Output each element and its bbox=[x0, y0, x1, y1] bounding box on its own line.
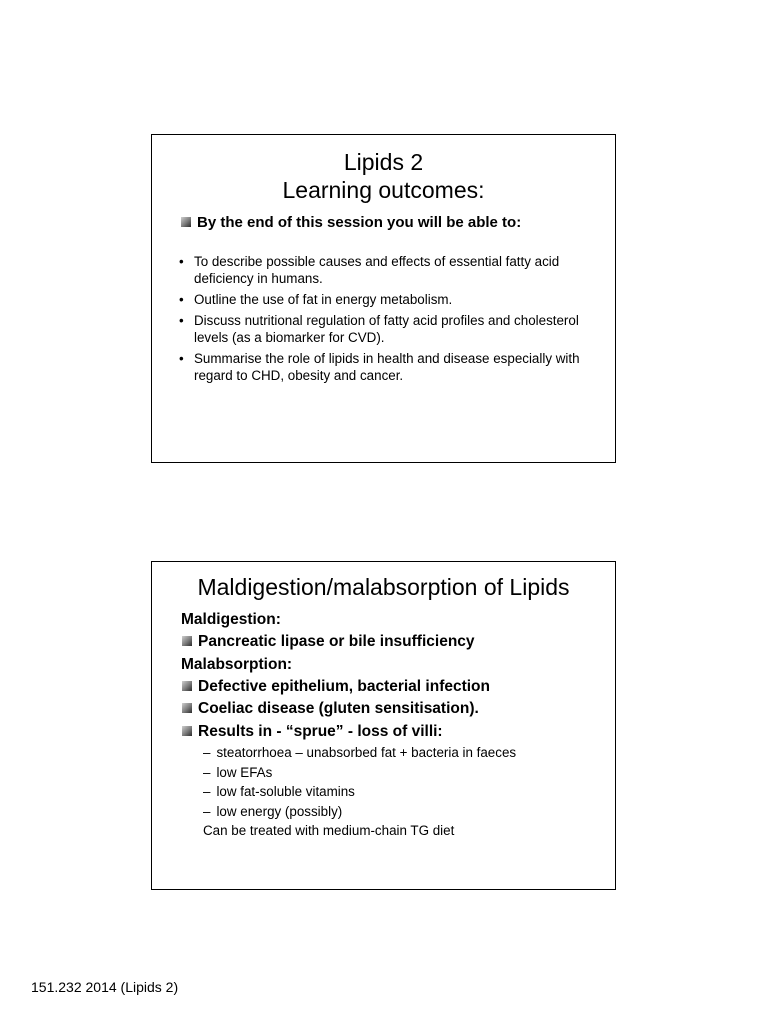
bullet-text: Results in - “sprue” - loss of villi: bbox=[198, 722, 443, 740]
sub-item-text: low EFAs bbox=[216, 764, 273, 780]
bullet-text: Pancreatic lipase or bile insufficiency bbox=[198, 633, 475, 650]
bullet-text: Defective epithelium, bacterial infection bbox=[198, 677, 490, 695]
list-item bbox=[203, 802, 611, 822]
list-item bbox=[203, 743, 611, 763]
intro-statement bbox=[181, 214, 521, 231]
dash-bullet-icon: – bbox=[203, 745, 211, 760]
heading-maldigestion: Maldigestion: bbox=[181, 611, 281, 628]
list-item bbox=[179, 350, 599, 384]
outcome-text: Discuss nutritional regulation of fatty acid profiles and cholesterol levels (as a biomarker for CVD). bbox=[194, 313, 579, 345]
outcome-text: Outline the use of fat in energy metabolism. bbox=[194, 292, 453, 307]
list-item bbox=[179, 291, 599, 308]
bullet-dot-icon: • bbox=[179, 351, 184, 366]
slide-title: Lipids 2 bbox=[343, 149, 424, 175]
slide-body bbox=[181, 609, 611, 841]
sub-item-text: low fat-soluble vitamins bbox=[216, 784, 355, 799]
square-bullet-icon bbox=[182, 636, 192, 646]
treatment-note: Can be treated with medium-chain TG diet bbox=[203, 823, 455, 838]
sub-item-text: steatorrhoea – unabsorbed fat + bacteria in faeces bbox=[216, 745, 517, 760]
outcome-text: To describe possible causes and effects of essential fatty acid deficiency in humans. bbox=[194, 254, 560, 286]
square-bullet-icon bbox=[182, 703, 192, 713]
list-item bbox=[203, 782, 611, 802]
slide-subtitle: Learning outcomes: bbox=[282, 177, 485, 203]
bullet-coeliac bbox=[181, 698, 611, 721]
bullet-pancreatic bbox=[181, 631, 611, 654]
sub-item-text: low energy (possibly) bbox=[216, 803, 343, 819]
bullet-results bbox=[181, 721, 611, 744]
square-bullet-icon bbox=[182, 681, 192, 691]
bullet-dot-icon: • bbox=[179, 292, 184, 307]
dash-bullet-icon: – bbox=[203, 803, 211, 819]
slide-learning-outcomes bbox=[151, 134, 616, 463]
list-item bbox=[179, 312, 599, 346]
bullet-defective bbox=[181, 676, 611, 699]
page-footer: 151.232 2014 (Lipids 2) bbox=[31, 979, 179, 995]
outcome-text: Summarise the role of lipids in health and disease especially with regard to CHD, obesity and cancer. bbox=[194, 351, 580, 383]
outcomes-list bbox=[179, 253, 599, 388]
list-item bbox=[203, 763, 611, 783]
heading-malabsorption: Malabsorption: bbox=[181, 655, 293, 673]
square-bullet-icon bbox=[182, 726, 192, 736]
results-sub-list bbox=[181, 743, 611, 821]
dash-bullet-icon: – bbox=[203, 784, 211, 799]
dash-bullet-icon: – bbox=[203, 764, 211, 780]
slide-title-block bbox=[152, 148, 615, 204]
bullet-dot-icon: • bbox=[179, 313, 184, 328]
list-item bbox=[179, 253, 599, 287]
bullet-dot-icon: • bbox=[179, 254, 184, 269]
slide-title: Maldigestion/malabsorption of Lipids bbox=[197, 574, 570, 600]
square-bullet-icon bbox=[181, 217, 191, 227]
slide-maldigestion bbox=[151, 561, 616, 890]
bullet-text: Coeliac disease (gluten sensitisation). bbox=[198, 700, 479, 717]
intro-text: By the end of this session you will be able to: bbox=[197, 214, 522, 231]
slide-title-block bbox=[152, 573, 615, 601]
